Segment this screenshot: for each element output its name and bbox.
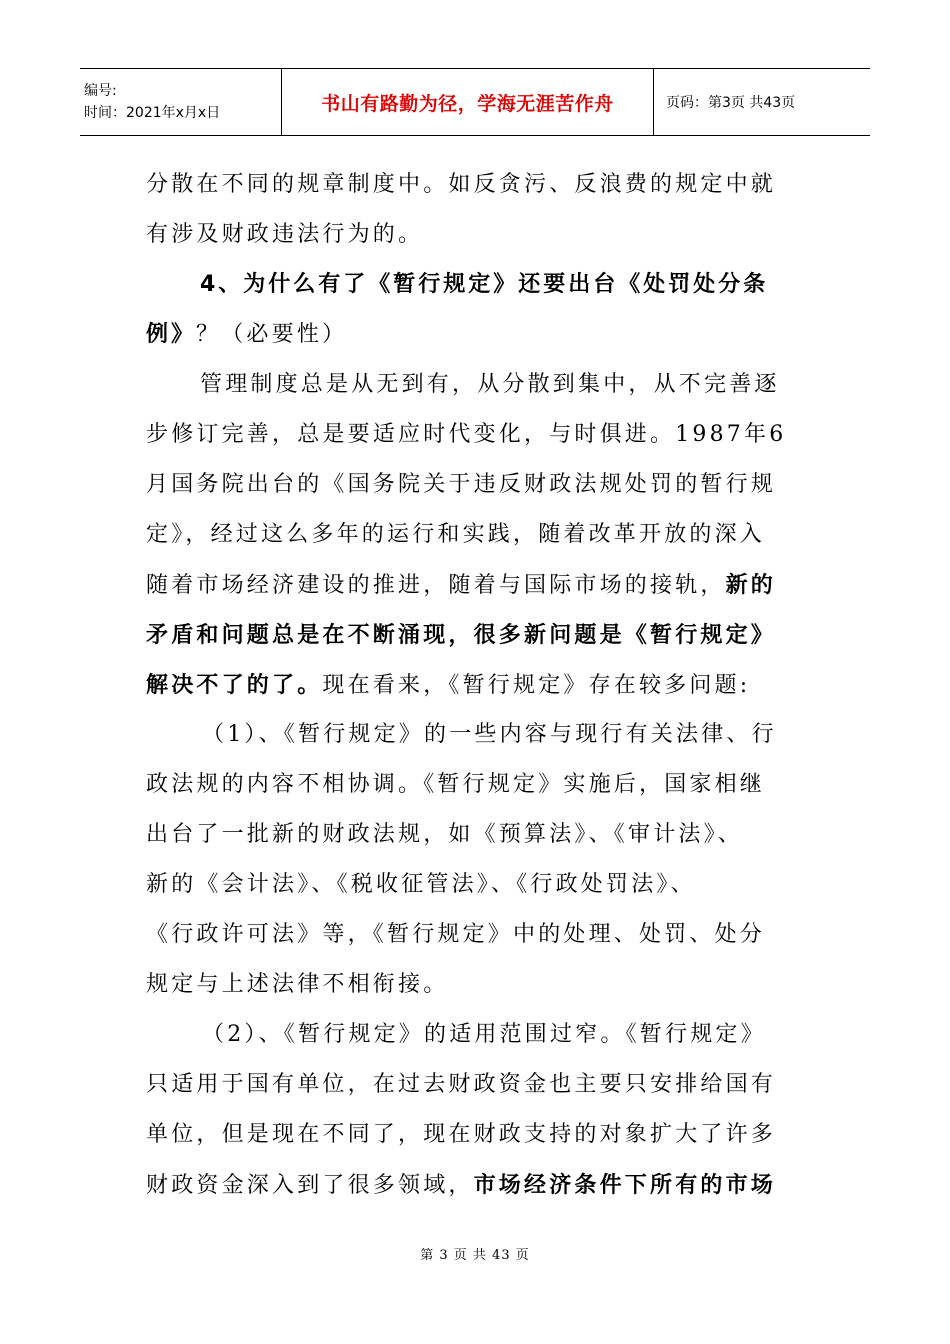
text-line: 新的《会计法》、《税收征管法》、《行政处罚法》、 — [146, 872, 696, 897]
text-line: （2）、《暂行规定》的适用范围过窄。《暂行规定》 — [202, 1022, 766, 1047]
text-span: 随着市场经济建设的推进，随着与国际市场的接轨， — [146, 573, 726, 598]
text-line: 只适用于国有单位，在过去财政资金也主要只安排给国有 — [146, 1072, 777, 1097]
page-header — [80, 68, 870, 136]
bold-span: 市场经济条件下所有的市场 — [473, 1172, 777, 1198]
header-meta — [80, 69, 282, 135]
text-line: 出台了一批新的财政法规，如《预算法》、《审计法》、 — [146, 822, 744, 847]
page-footer: 第 3 页 共 43 页 — [420, 1248, 530, 1263]
section-heading: 4、为什么有了《暂行规定》还要出台《处罚处分条 — [200, 272, 769, 297]
header-page-info: 页码：第3页 共43页 — [666, 95, 796, 111]
bold-span: 解决不了的了。 — [146, 672, 323, 698]
text-line: 单位，但是现在不同了，现在财政支持的对象扩大了许多 — [146, 1122, 777, 1147]
text-line: 《行政许可法》等，《暂行规定》中的处理、处罚、处分 — [146, 922, 766, 947]
text-span: 财政资金深入到了很多领域， — [146, 1173, 474, 1198]
document-body — [146, 160, 806, 1210]
text-line — [146, 560, 806, 610]
text-line: 政法规的内容不相协调。《暂行规定》实施后，国家相继 — [146, 772, 766, 797]
text-line: 分散在不同的规章制度中。如反贪污、反浪费的规定中就 — [146, 172, 777, 197]
text-line: 月国务院出台的《国务院关于违反财政法规处罚的暂行规 — [146, 472, 777, 497]
text-line — [146, 1160, 806, 1210]
text-line — [146, 660, 806, 710]
text-line: 步修订完善，总是要适应时代变化，与时俱进。1987年6 — [146, 422, 787, 447]
heading-end: 例》 — [146, 322, 197, 347]
text-line: 有涉及财政违法行为的。 — [146, 222, 424, 247]
text-line: 管理制度总是从无到有，从分散到集中，从不完善逐 — [200, 372, 780, 397]
text-span: 现在看来，《暂行规定》存在较多问题: — [322, 673, 751, 698]
header-motto: 书山有路勤为径，学海无涯苦作舟 — [282, 69, 654, 135]
section-heading-cont — [146, 310, 806, 360]
time-label: 时间：2021年x月x日 — [84, 105, 221, 121]
bold-span: 新的 — [725, 572, 777, 598]
text-line: 定》，经过这么多年的运行和实践，随着改革开放的深入 — [146, 522, 766, 547]
number-label: 编号: — [84, 83, 117, 99]
bold-line: 矛盾和问题总是在不断涌现，很多新问题是《暂行规定》 — [146, 622, 777, 648]
heading-note: ？（必要性） — [196, 322, 348, 347]
text-line: 规定与上述法律不相衔接。 — [146, 972, 449, 997]
text-line: （1）、《暂行规定》的一些内容与现行有关法律、行 — [202, 722, 777, 747]
